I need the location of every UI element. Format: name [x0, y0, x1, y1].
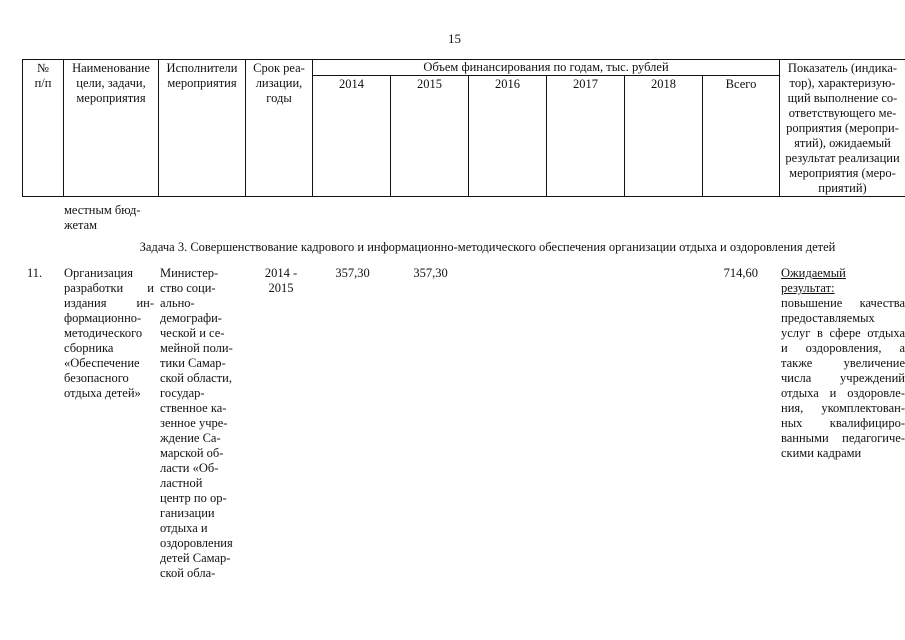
header-table: [22, 59, 905, 197]
header-year-2018: 2018: [625, 76, 703, 197]
header-num: № п/п: [23, 60, 64, 197]
task-title: Задача 3. Совершенствование кадрового и информационно-методического обеспечения организации отдыха и оздоровления детей: [139, 240, 836, 254]
continuation-text: местным бюд- жетам: [64, 203, 141, 232]
row-term: 2014 - 2015: [264, 266, 298, 295]
indicator-label: Ожидаемый: [781, 266, 846, 280]
header-financing: Объем финансирования по годам, тыс. рублей: [313, 60, 780, 76]
header-year-2014: 2014: [313, 76, 391, 197]
header-year-2017: 2017: [547, 76, 625, 197]
row-value-total: 714,60: [723, 266, 758, 280]
row-name: Организация разработки и издания ин- формационно- методического сборника «Обеспечение безопасного отдыха детей»: [64, 266, 154, 400]
row-value-2014: 357,30: [335, 266, 370, 280]
header-executors: Исполнители мероприятия: [159, 60, 246, 197]
row-indicator: Ожидаемый результат: повышение качества предоставляемых услуг в сфере отдыха и оздоровления, а также увеличение числа учреждений отдыха и оздоровле- ния, укомплектован- ных квалифициро- ванными педагогиче- скими кадрами: [781, 266, 905, 460]
header-term: Срок реа- лизации, годы: [246, 60, 313, 197]
row-number: 11.: [27, 266, 43, 280]
page-number: 15: [448, 31, 461, 46]
header-year-2015: 2015: [391, 76, 469, 197]
row-executors: Министер- ство соци- ально- демографи- ческой и се- мейной поли- тики Самар- ской области, государ- ственное ка- зенное учре- ждение Са- марской об- ласти «Об- ластной центр по ор- ганизации отдыха и оздоровления детей Самар- ской обла-: [160, 266, 233, 580]
header-total: Всего: [703, 76, 780, 197]
header-indicator: Показатель (индика- тор), характеризую- щий выполнение со- ответствующего ме- роприятия (меропри- ятий), ожидаемый результат реализации мероприятия (меро- приятий): [780, 60, 905, 197]
row-value-2015: 357,30: [413, 266, 448, 280]
header-name: Наименование цели, задачи, мероприятия: [64, 60, 159, 197]
header-year-2016: 2016: [469, 76, 547, 197]
indicator-label: результат:: [781, 281, 835, 295]
